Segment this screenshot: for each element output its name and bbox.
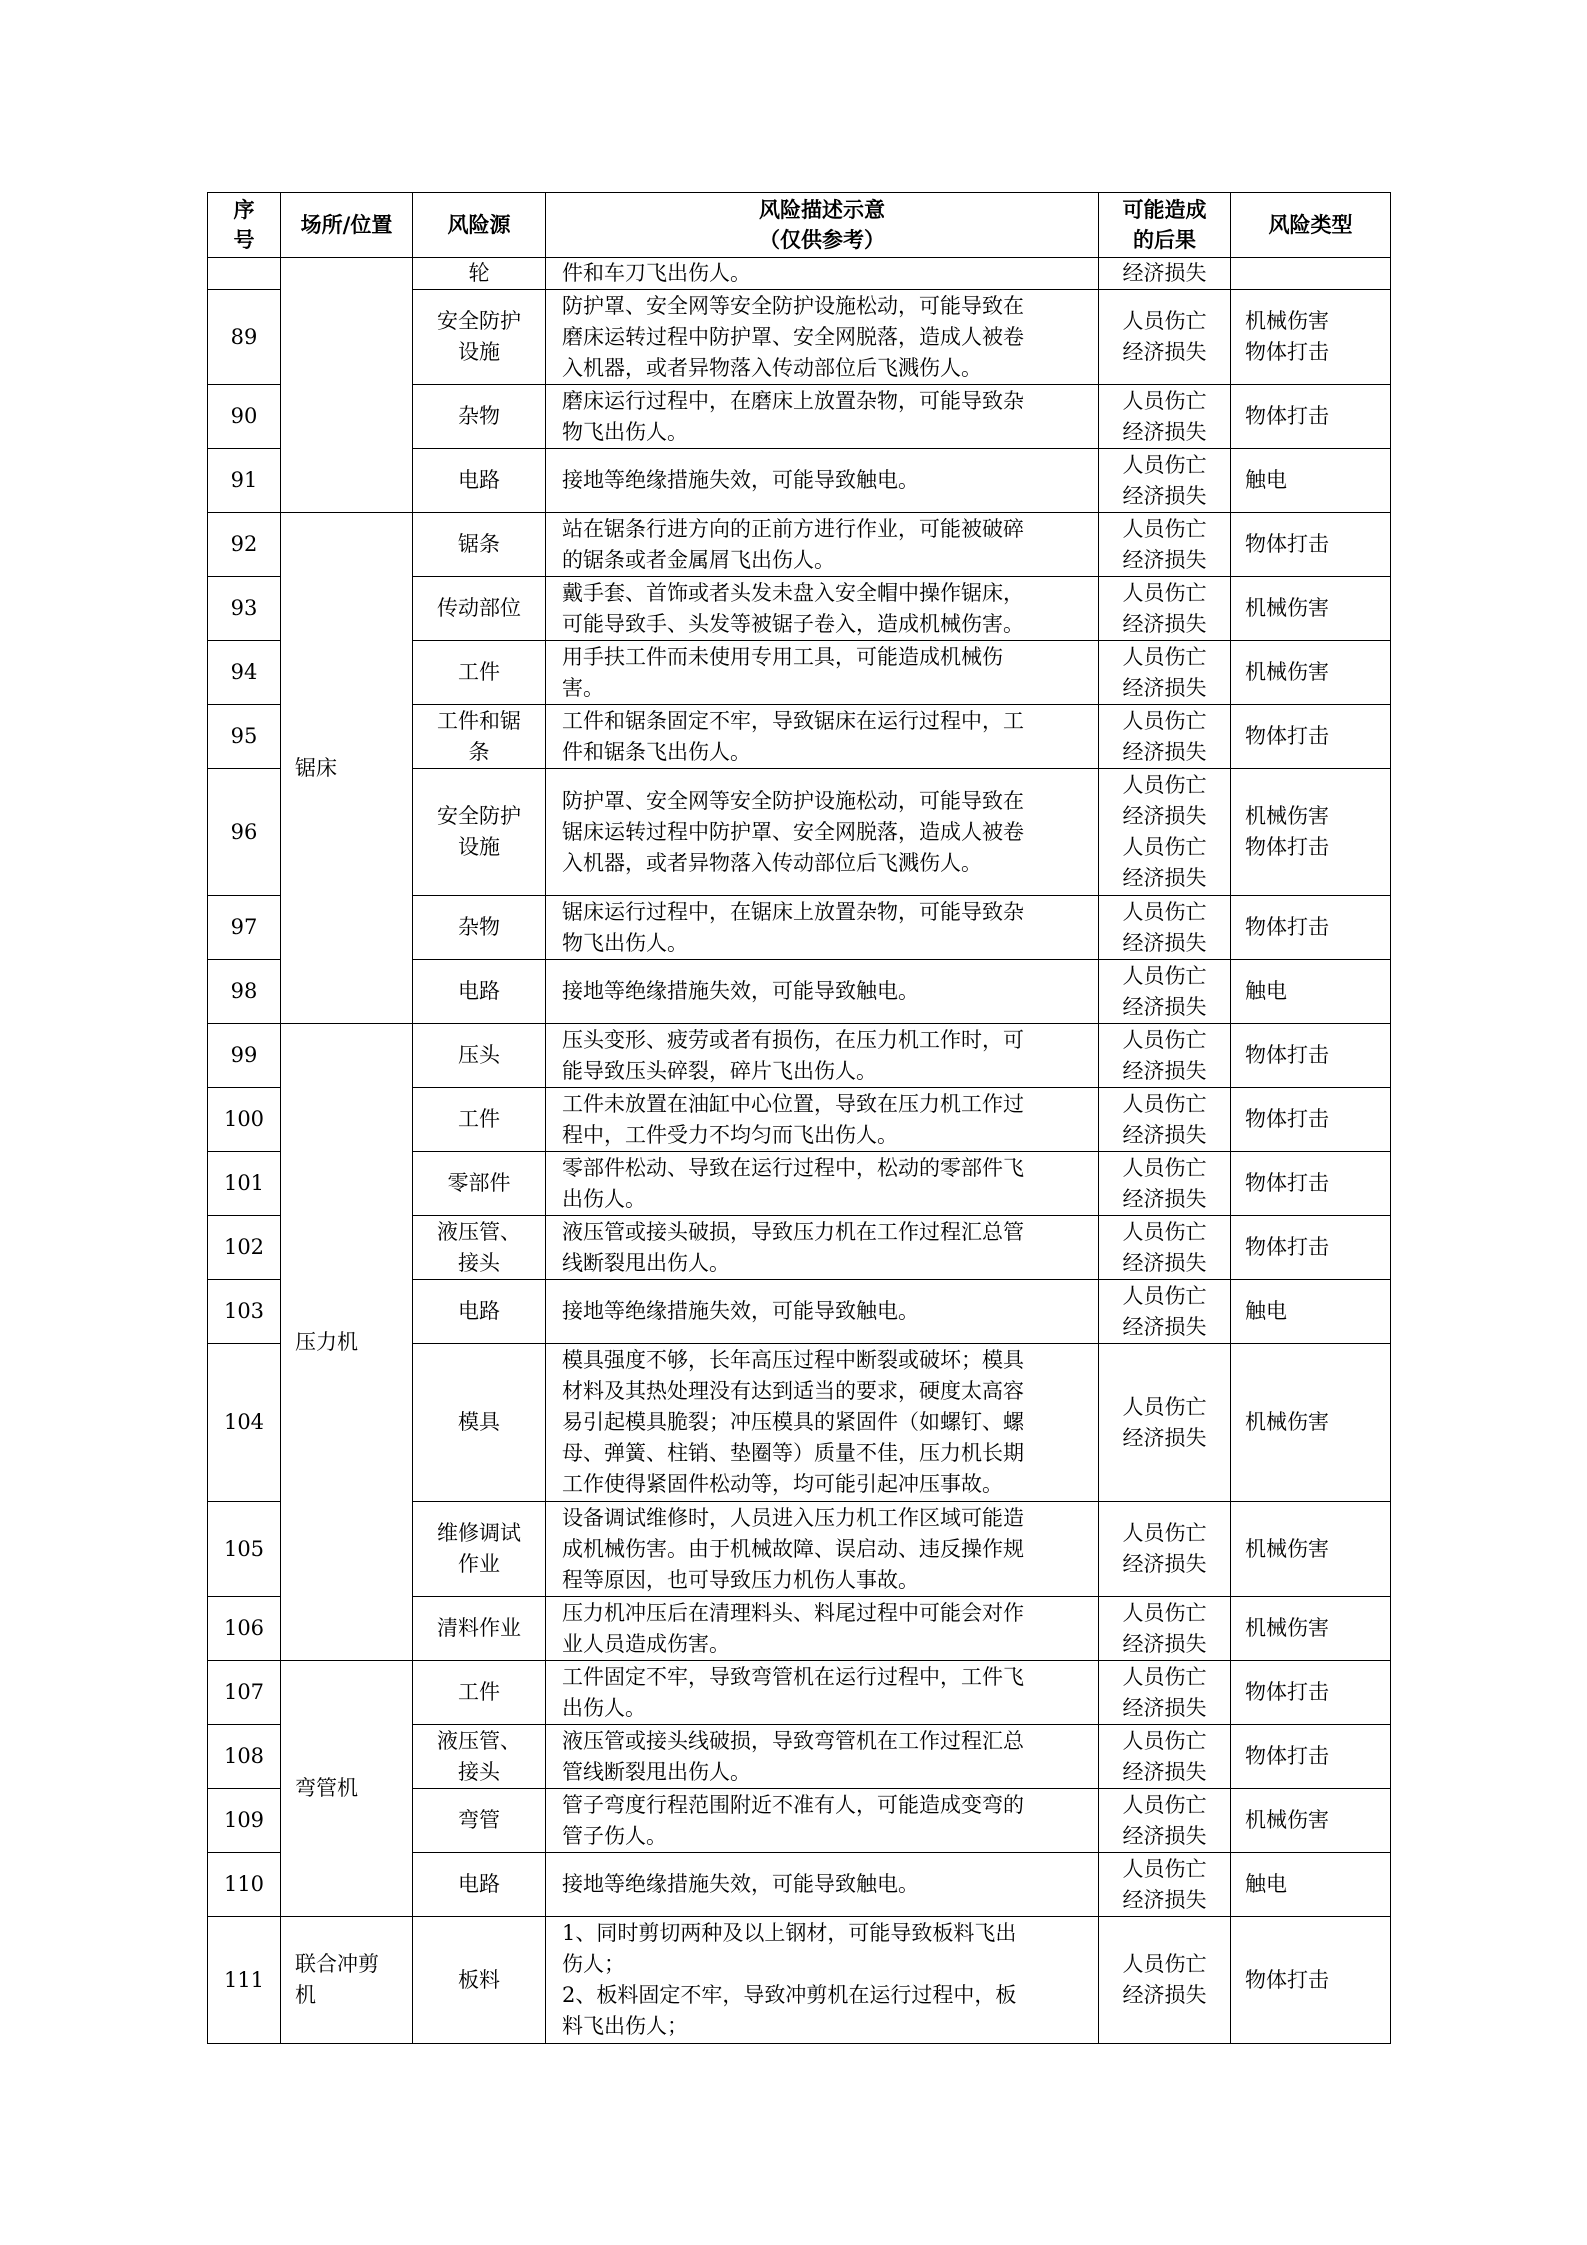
row-location: 弯管机 (281, 1661, 413, 1917)
row-type: 物体打击 (1231, 1216, 1391, 1280)
row-no: 91 (208, 449, 281, 513)
table-row (208, 258, 1391, 290)
row-type: 物体打击 (1231, 1088, 1391, 1152)
row-description: 站在锯条行进方向的正前方进行作业，可能被破碎 的锯条或者金属屑飞出伤人。 (546, 513, 1099, 577)
row-description: 接地等绝缘措施失效，可能导致触电。 (546, 960, 1099, 1024)
row-no: 110 (208, 1853, 281, 1917)
row-description: 戴手套、首饰或者头发未盘入安全帽中操作锯床， 可能导致手、头发等被锯子卷入，造成机械伤害。 (546, 577, 1099, 641)
row-source: 工件 (413, 1088, 546, 1152)
row-consequence: 人员伤亡 经济损失 (1099, 1152, 1231, 1216)
row-description: 设备调试维修时，人员进入压力机工作区域可能造 成机械伤害。由于机械故障、误启动、违反操作规 程等原因，也可导致压力机伤人事故。 (546, 1502, 1099, 1597)
row-source: 电路 (413, 449, 546, 513)
row-source: 工件 (413, 1661, 546, 1725)
header-row (208, 193, 1391, 258)
row-consequence: 人员伤亡 经济损失 (1099, 1024, 1231, 1088)
row-no: 107 (208, 1661, 281, 1725)
table-row (208, 1024, 1391, 1088)
row-type: 机械伤害 (1231, 1597, 1391, 1661)
row-description: 压头变形、疲劳或者有损伤，在压力机工作时，可 能导致压头碎裂，碎片飞出伤人。 (546, 1024, 1099, 1088)
row-type: 触电 (1231, 1280, 1391, 1344)
row-consequence: 人员伤亡 经济损失 (1099, 1502, 1231, 1597)
row-no: 106 (208, 1597, 281, 1661)
row-description: 用手扶工件而未使用专用工具，可能造成机械伤 害。 (546, 641, 1099, 705)
row-no: 96 (208, 769, 281, 896)
row-source: 安全防护 设施 (413, 769, 546, 896)
row-no: 103 (208, 1280, 281, 1344)
table-row (208, 513, 1391, 577)
row-description: 锯床运行过程中，在锯床上放置杂物，可能导致杂 物飞出伤人。 (546, 896, 1099, 960)
row-location: 锯床 (281, 513, 413, 1024)
row-type: 触电 (1231, 960, 1391, 1024)
row-source: 锯条 (413, 513, 546, 577)
header-no: 序 号 (208, 193, 281, 258)
row-type: 物体打击 (1231, 1661, 1391, 1725)
row-description: 接地等绝缘措施失效，可能导致触电。 (546, 1280, 1099, 1344)
row-source: 模具 (413, 1344, 546, 1502)
row-no: 99 (208, 1024, 281, 1088)
row-consequence: 人员伤亡 经济损失 (1099, 1088, 1231, 1152)
row-source: 电路 (413, 1280, 546, 1344)
row-description: 零部件松动、导致在运行过程中，松动的零部件飞 出伤人。 (546, 1152, 1099, 1216)
row-consequence: 经济损失 (1099, 258, 1231, 290)
row-location: 联合冲剪 机 (281, 1917, 413, 2044)
row-no: 111 (208, 1917, 281, 2044)
row-source: 弯管 (413, 1789, 546, 1853)
row-consequence: 人员伤亡 经济损失 (1099, 1661, 1231, 1725)
row-source: 工件 (413, 641, 546, 705)
row-description: 工件和锯条固定不牢，导致锯床在运行过程中，工 件和锯条飞出伤人。 (546, 705, 1099, 769)
header-consequence: 可能造成 的后果 (1099, 193, 1231, 258)
row-description: 防护罩、安全网等安全防护设施松动，可能导致在 锯床运转过程中防护罩、安全网脱落，造成人被卷 入机器，或者异物落入传动部位后飞溅伤人。 (546, 769, 1099, 896)
row-consequence: 人员伤亡 经济损失 (1099, 1216, 1231, 1280)
row-consequence: 人员伤亡 经济损失 (1099, 1280, 1231, 1344)
row-no: 101 (208, 1152, 281, 1216)
row-description: 液压管或接头线破损，导致弯管机在工作过程汇总 管线断裂甩出伤人。 (546, 1725, 1099, 1789)
row-type: 物体打击 (1231, 385, 1391, 449)
row-description: 磨床运行过程中，在磨床上放置杂物，可能导致杂 物飞出伤人。 (546, 385, 1099, 449)
row-no: 97 (208, 896, 281, 960)
row-no: 89 (208, 290, 281, 385)
row-no: 95 (208, 705, 281, 769)
row-source: 清料作业 (413, 1597, 546, 1661)
row-type: 机械伤害 物体打击 (1231, 290, 1391, 385)
row-consequence: 人员伤亡 经济损失 (1099, 1853, 1231, 1917)
row-location: 压力机 (281, 1024, 413, 1661)
row-source: 杂物 (413, 385, 546, 449)
row-type: 触电 (1231, 1853, 1391, 1917)
row-location (281, 258, 413, 513)
row-no: 93 (208, 577, 281, 641)
row-consequence: 人员伤亡 经济损失 (1099, 577, 1231, 641)
row-consequence: 人员伤亡 经济损失 (1099, 449, 1231, 513)
table-row (208, 1917, 1391, 2044)
row-consequence: 人员伤亡 经济损失 (1099, 1789, 1231, 1853)
row-source: 电路 (413, 1853, 546, 1917)
row-no: 92 (208, 513, 281, 577)
row-consequence: 人员伤亡 经济损失 (1099, 1344, 1231, 1502)
row-type: 物体打击 (1231, 513, 1391, 577)
row-no: 105 (208, 1502, 281, 1597)
row-type: 物体打击 (1231, 1024, 1391, 1088)
row-source: 零部件 (413, 1152, 546, 1216)
row-no: 102 (208, 1216, 281, 1280)
row-description: 防护罩、安全网等安全防护设施松动，可能导致在 磨床运转过程中防护罩、安全网脱落，造成人被卷 入机器，或者异物落入传动部位后飞溅伤人。 (546, 290, 1099, 385)
row-description: 接地等绝缘措施失效，可能导致触电。 (546, 449, 1099, 513)
row-type: 物体打击 (1231, 896, 1391, 960)
row-description: 1、同时剪切两种及以上钢材，可能导致板料飞出 伤人； 2、板料固定不牢，导致冲剪机在运行过程中，板 料飞出伤人； (546, 1917, 1099, 2044)
row-consequence: 人员伤亡 经济损失 (1099, 1917, 1231, 2044)
row-consequence: 人员伤亡 经济损失 人员伤亡 经济损失 (1099, 769, 1231, 896)
row-source: 安全防护 设施 (413, 290, 546, 385)
row-consequence: 人员伤亡 经济损失 (1099, 705, 1231, 769)
row-source: 杂物 (413, 896, 546, 960)
row-consequence: 人员伤亡 经济损失 (1099, 290, 1231, 385)
row-source: 液压管、 接头 (413, 1725, 546, 1789)
row-description: 管子弯度行程范围附近不准有人，可能造成变弯的 管子伤人。 (546, 1789, 1099, 1853)
header-source: 风险源 (413, 193, 546, 258)
row-no: 108 (208, 1725, 281, 1789)
row-type: 物体打击 (1231, 1152, 1391, 1216)
header-description: 风险描述示意 （仅供参考） (546, 193, 1099, 258)
row-consequence: 人员伤亡 经济损失 (1099, 896, 1231, 960)
row-source: 液压管、 接头 (413, 1216, 546, 1280)
row-no: 98 (208, 960, 281, 1024)
row-description: 液压管或接头破损，导致压力机在工作过程汇总管 线断裂甩出伤人。 (546, 1216, 1099, 1280)
row-description: 工件未放置在油缸中心位置，导致在压力机工作过 程中，工件受力不均匀而飞出伤人。 (546, 1088, 1099, 1152)
row-type: 机械伤害 (1231, 1789, 1391, 1853)
row-consequence: 人员伤亡 经济损失 (1099, 385, 1231, 449)
row-source: 工件和锯 条 (413, 705, 546, 769)
row-description: 接地等绝缘措施失效，可能导致触电。 (546, 1853, 1099, 1917)
row-type: 物体打击 (1231, 1917, 1391, 2044)
row-type: 物体打击 (1231, 1725, 1391, 1789)
row-description: 压力机冲压后在清理料头、料尾过程中可能会对作 业人员造成伤害。 (546, 1597, 1099, 1661)
row-type: 机械伤害 (1231, 641, 1391, 705)
row-type (1231, 258, 1391, 290)
row-no: 100 (208, 1088, 281, 1152)
row-no: 109 (208, 1789, 281, 1853)
row-type: 机械伤害 物体打击 (1231, 769, 1391, 896)
row-type: 触电 (1231, 449, 1391, 513)
row-source: 传动部位 (413, 577, 546, 641)
row-source: 电路 (413, 960, 546, 1024)
row-no: 90 (208, 385, 281, 449)
row-consequence: 人员伤亡 经济损失 (1099, 960, 1231, 1024)
row-description: 模具强度不够，长年高压过程中断裂或破坏；模具 材料及其热处理没有达到适当的要求，硬度太高容 易引起模具脆裂；冲压模具的紧固件（如螺钉、螺 母、弹簧、柱销、垫圈等）质量不佳，压力机长期 工作使得紧固件松动等，均可能引起冲压事故。 (546, 1344, 1099, 1502)
row-type: 机械伤害 (1231, 1344, 1391, 1502)
row-source: 维修调试 作业 (413, 1502, 546, 1597)
row-type: 机械伤害 (1231, 577, 1391, 641)
row-consequence: 人员伤亡 经济损失 (1099, 641, 1231, 705)
row-description: 件和车刀飞出伤人。 (546, 258, 1099, 290)
row-source: 压头 (413, 1024, 546, 1088)
table-row (208, 1661, 1391, 1725)
header-type: 风险类型 (1231, 193, 1391, 258)
row-consequence: 人员伤亡 经济损失 (1099, 1597, 1231, 1661)
row-source: 板料 (413, 1917, 546, 2044)
row-consequence: 人员伤亡 经济损失 (1099, 513, 1231, 577)
row-no: 104 (208, 1344, 281, 1502)
row-source: 轮 (413, 258, 546, 290)
header-location: 场所/位置 (281, 193, 413, 258)
row-description: 工件固定不牢，导致弯管机在运行过程中，工件飞 出伤人。 (546, 1661, 1099, 1725)
row-no (208, 258, 281, 290)
row-consequence: 人员伤亡 经济损失 (1099, 1725, 1231, 1789)
row-type: 物体打击 (1231, 705, 1391, 769)
row-no: 94 (208, 641, 281, 705)
row-type: 机械伤害 (1231, 1502, 1391, 1597)
risk-table (207, 192, 1391, 2044)
